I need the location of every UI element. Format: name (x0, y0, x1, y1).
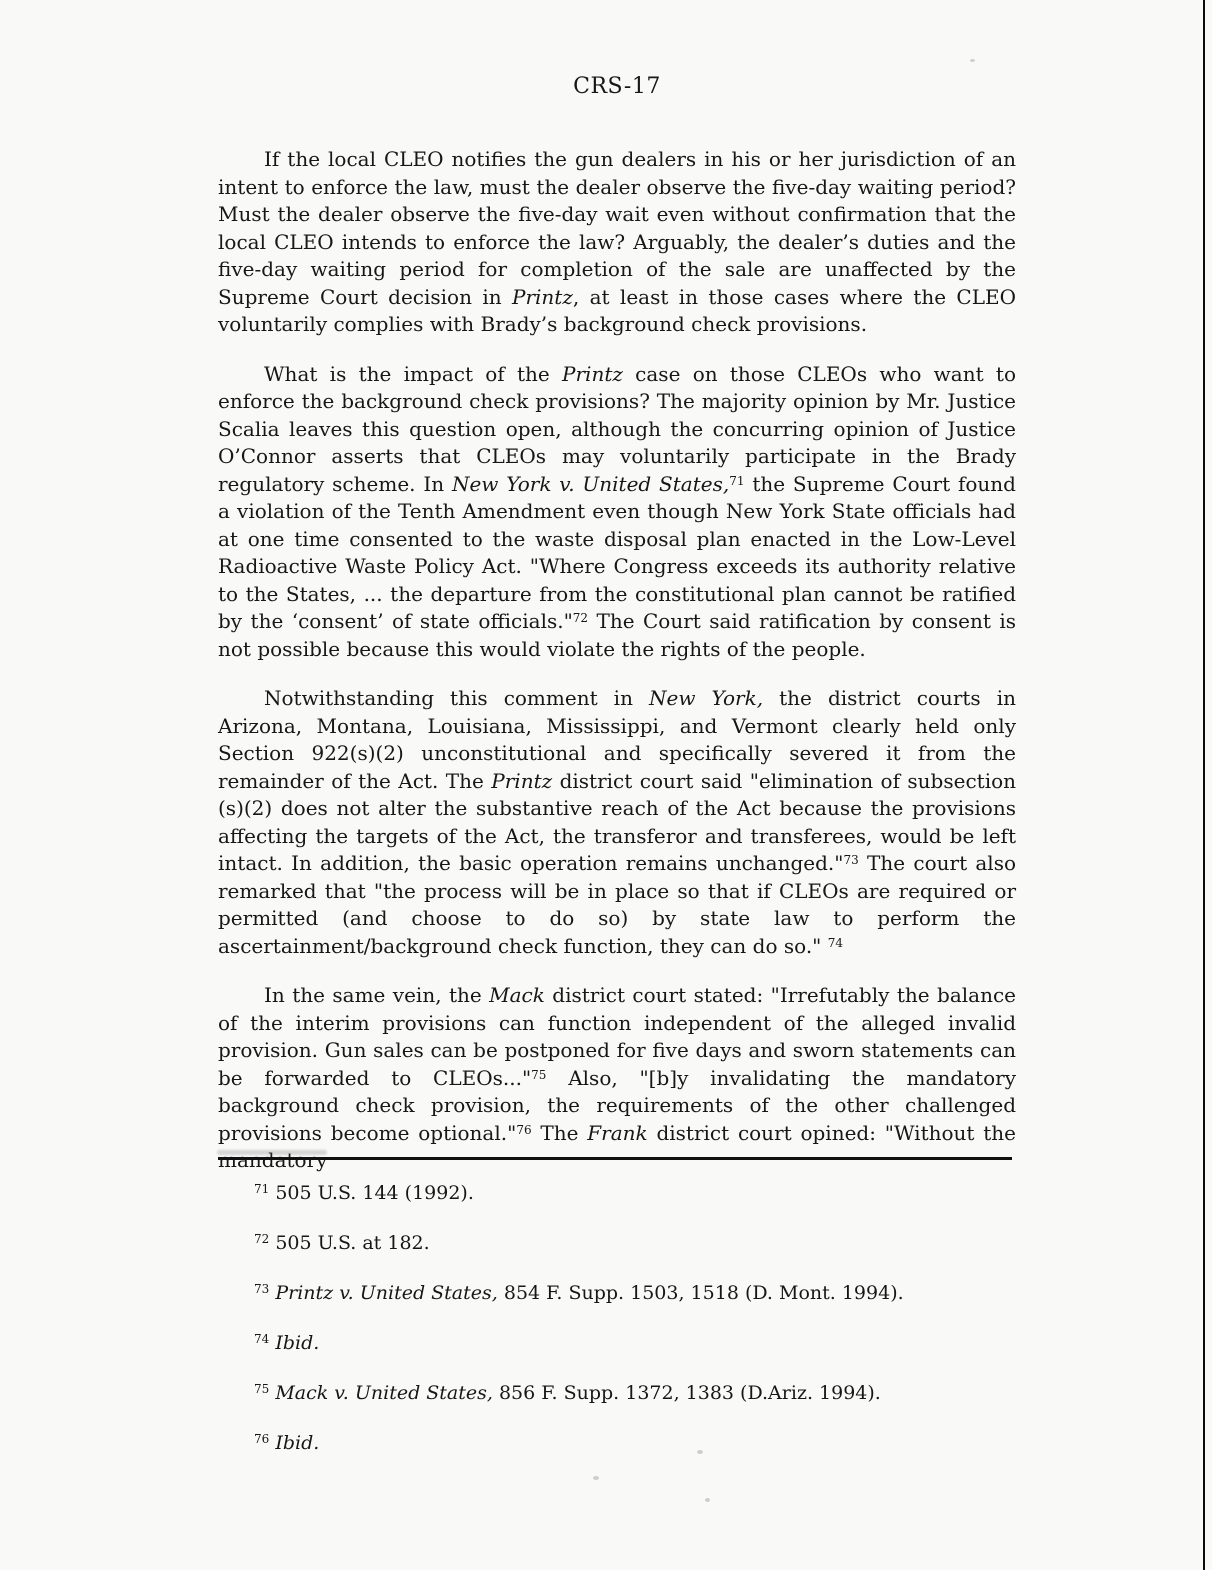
footnote (218, 1231, 1012, 1255)
text-segment: case on those CLEOs who want to enforce the background check provisions? The majority opinion by Mr. Justice Scalia leaves this question open, although the concurring opinion of Justice O’Connor asserts that CLEOs may voluntarily participate in the Brady regulatory scheme. In (218, 361, 1016, 496)
text-segment: the Supreme Court found a violation of the Tenth Amendment even though New York State officials had at one time consented to the waste disposal plan enacted in the Low-Level Radioactive Waste Policy Act. "Where Congress exceeds its authority relative to the States, ... the departure from the constitutional plan cannot be ratified by the ‘consent’ of state officials." (218, 471, 1016, 633)
footnote-ref: 71 (729, 473, 745, 488)
footnote-ref: 73 (843, 853, 859, 867)
paragraph (218, 982, 1016, 1175)
footnote-number: 76 (254, 1432, 270, 1446)
footnote-number: 71 (254, 1182, 270, 1196)
footnote-ref: 75 (531, 1067, 547, 1082)
text-segment: The Court said ratification by consent is not possible because this would violate the rights of the people. (218, 609, 1016, 661)
text-segment: Ibid. (275, 1432, 320, 1454)
footnote-ref: 72 (572, 611, 589, 625)
text-segment: Printz (491, 768, 553, 793)
paragraph (218, 685, 1016, 960)
footnote-ref: 74 (827, 935, 844, 950)
footnote-list (218, 1181, 1012, 1455)
footnote (218, 1381, 1012, 1405)
text-segment: The (531, 1120, 588, 1145)
paragraph (218, 146, 1016, 339)
scan-speck (970, 59, 975, 62)
scan-speck (697, 1450, 703, 1454)
text-segment: 856 F. Supp. 1372, 1383 (D.Ariz. 1994). (492, 1382, 881, 1404)
text-segment: Frank (587, 1120, 648, 1145)
page-number-header: CRS-17 (573, 74, 661, 99)
text-segment: Notwithstanding this comment in (264, 686, 650, 710)
text-segment: Mack v. United States, (275, 1382, 493, 1404)
text-segment: In the same vein, the (264, 983, 490, 1007)
text-segment: The court also remarked that "the process will be in place so that if CLEOs are required or permitted (and choose to do so) by state law to perform the ascertainment/background check function, they can do so." (218, 851, 1016, 958)
text-segment: New York, (649, 686, 764, 710)
text-segment: Mack (489, 983, 545, 1007)
footnote (218, 1181, 1012, 1205)
paragraph (218, 361, 1016, 664)
text-segment: district court opined: "Without the mandatory (218, 1120, 1016, 1172)
footnote-section (218, 1157, 1012, 1455)
scan-speck (593, 1476, 599, 1480)
text-segment: Also, "[b]y invalidating the mandatory background check provision, the requirements of the other challenged provisions become optional." (218, 1065, 1016, 1145)
document-body (218, 146, 1016, 1197)
text-segment: Printz v. United States, (275, 1282, 498, 1304)
footnote-number: 72 (254, 1232, 270, 1246)
footnote-divider (218, 1157, 1012, 1160)
text-segment: , at least in those cases where the CLEO voluntarily complies with Brady’s background check provisions. (218, 284, 1016, 336)
text-segment: district court stated: "Irrefutably the balance of the interim provisions can function independent of the alleged invalid provision. Gun sales can be postponed for five days and sworn statements can be forwarded to CLEOs..." (218, 983, 1016, 1090)
text-segment: Printz (562, 361, 623, 386)
text-segment: New York v. United States, (451, 471, 730, 496)
footnote (218, 1331, 1012, 1355)
text-segment: 505 U.S. 144 (1992). (275, 1182, 474, 1204)
footnote (218, 1281, 1012, 1305)
footnote-ref: 76 (516, 1122, 532, 1137)
text-segment: What is the impact of the (264, 361, 563, 386)
text-segment: Printz (511, 284, 573, 309)
text-segment: the district courts in Arizona, Montana, Louisiana, Mississippi, and Vermont clearly held only Section 922(s)(2) unconstitutional and specifically severed it from the remainder of the Act. The (218, 686, 1017, 793)
footnote-number: 74 (254, 1332, 270, 1346)
scan-edge-line (1203, 0, 1205, 1570)
text-segment: Ibid. (275, 1332, 320, 1354)
text-segment: If the local CLEO notifies the gun dealers in his or her jurisdiction of an intent to enforce the law, must the dealer observe the five-day waiting period? Must the dealer observe the five-day wait even without confirmation that the local CLEO intends to enforce the law? Arguably, the dealer’s duties and the five-day waiting period for completion of the sale are unaffected by the Supreme Court decision in (218, 147, 1016, 309)
text-segment: 505 U.S. at 182. (275, 1232, 430, 1254)
text-segment: 854 F. Supp. 1503, 1518 (D. Mont. 1994). (497, 1282, 904, 1304)
footnote-number: 75 (254, 1382, 270, 1396)
scan-smudge (217, 1150, 327, 1155)
text-segment: district court said "elimination of subsection (s)(2) does not alter the substantive reach of the Act because the provisions affecting the targets of the Act, the transferor and transferees, would be left intact. In addition, the basic operation remains unchanged." (218, 768, 1017, 875)
footnote-number: 73 (254, 1282, 270, 1296)
footnote (218, 1431, 1012, 1455)
scan-speck (705, 1498, 710, 1502)
